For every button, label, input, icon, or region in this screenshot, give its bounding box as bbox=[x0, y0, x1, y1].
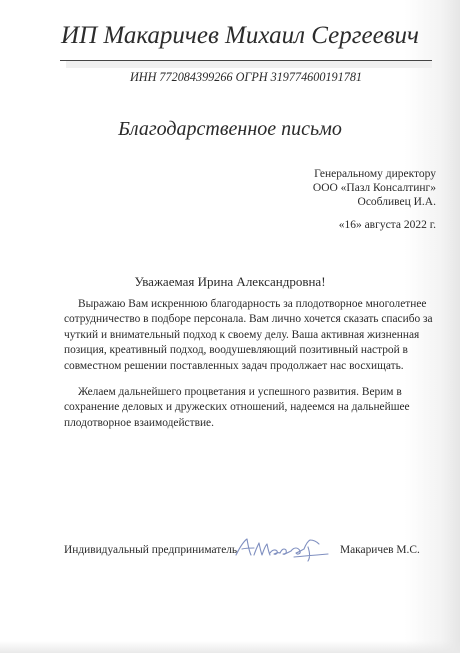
letterhead-band bbox=[66, 61, 432, 68]
paragraph-line: сотрудничество в подборе персонала. Вам лично хочется сказать спасибо за bbox=[64, 313, 433, 326]
addressee-person: Особливец И.А. bbox=[357, 196, 436, 208]
salutation: Уважаемая Ирина Александровна! bbox=[134, 274, 326, 289]
paragraph-line: совместном решении поставленных задач продолжает нас восхищать. bbox=[64, 359, 404, 372]
addressee-block bbox=[216, 167, 436, 209]
letterhead-divider bbox=[60, 60, 432, 61]
paragraph-line: Желаем дальнейшего процветания и успешного развития. Верим в bbox=[78, 386, 402, 398]
letter-date: «16» августа 2022 г. bbox=[338, 219, 436, 231]
document-title: Благодарственное письмо bbox=[118, 118, 342, 140]
letterhead-requisites: ИНН 772084399266 ОГРН 319774600191781 bbox=[129, 70, 363, 84]
paragraph-line: позиция, креативный подход, воодушевляющий позитивный настрой в bbox=[64, 344, 408, 357]
addressee-position: Генеральному директору bbox=[314, 168, 436, 180]
letterhead-company-name: ИП Макаричев Михаил Сергеевич bbox=[61, 22, 419, 49]
paper-edge-shadow bbox=[0, 641, 460, 653]
handwritten-signature bbox=[234, 533, 330, 563]
signer-title: Индивидуальный предприниматель bbox=[64, 544, 238, 556]
signer-name: Макаричев М.С. bbox=[340, 544, 420, 556]
paragraph-line: чуткий и внимательный подход к своему делу. Ваша активная жизненная bbox=[64, 328, 420, 341]
signature-block bbox=[64, 533, 436, 563]
paragraph-line: Выражаю Вам искреннюю благодарность за плодотворное многолетнее bbox=[78, 298, 427, 310]
addressee-company: ООО «Пазл Консалтинг» bbox=[312, 182, 436, 194]
body-paragraph-2 bbox=[64, 385, 436, 431]
paragraph-line: плодотворное взаимодействие. bbox=[64, 416, 214, 429]
paragraph-line: сохранение деловых и дружеских отношений, надеемся на дальнейшее bbox=[64, 401, 410, 414]
body-paragraph-1 bbox=[64, 297, 436, 374]
